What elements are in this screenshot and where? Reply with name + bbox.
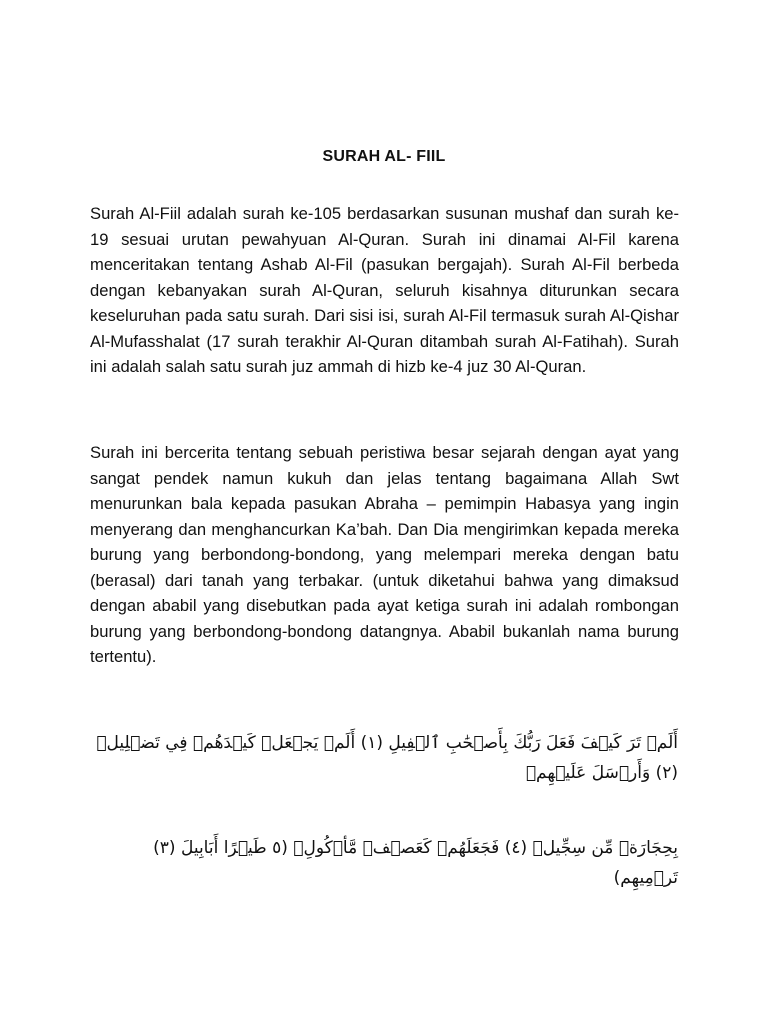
arabic-verses-line-1: أَلَمۡ تَرَ كَيۡفَ فَعَلَ رَبُّكَ بِأَصۡحَٰبِ ٱلۡفِيلِ (١) أَلَمۡ يَجۡعَلۡ كَيۡدَهُمۡ فِي تَضۡلِيلٖ (٢) وَأَرۡسَلَ عَلَيۡهِمۡ <box>96 733 678 783</box>
paragraph-story: Surah ini bercerita tentang sebuah peristiwa besar sejarah dengan ayat yang sangat pendek namun kukuh dan jelas tentang bagaimana Allah Swt menurunkan bala kepada pasukan Abraha – pemimpin Habasya yang ingin menyerang dan menghancurkan Ka’bah. Dan Dia mengirimkan kepada mereka burung yang berbondong-bondong, yang melempari mereka dengan batu (berasal) dari tanah yang terbakar. (untuk diketahui bahwa yang dimaksud dengan ababil yang disebutkan pada ayat ketiga surah ini adalah rombongan burung yang berbondong-bondong datangnya. Ababil bukanlah nama burung tertentu). <box>90 443 679 666</box>
document-title: SURAH AL- FIIL <box>322 148 446 165</box>
arabic-verses-line-2: بِحِجَارَةٖ مِّن سِجِّيلٖ (٤) فَجَعَلَهُمۡ كَعَصۡفٖ مَّأۡكُولِۢ (٥ طَيۡرًا أَبَابِيلَ (٣) تَرۡمِيهِم) <box>153 838 678 888</box>
paragraph-intro: Surah Al-Fiil adalah surah ke-105 berdasarkan susunan mushaf dan surah ke-19 sesuai urutan pewahyuan Al-Quran. Surah ini dinamai Al-Fil karena menceritakan tentang Ashab Al-Fil (pasukan bergajah). Surah Al-Fil berbeda dengan kebanyakan surah Al-Quran, seluruh kisahnya diturunkan secara keseluruhan pada satu surah. Dari sisi isi, surah Al-Fil termasuk surah Al-Qishar Al-Mufasshalat (17 surah terakhir Al-Quran ditambah surah Al-Fatihah). Surah ini adalah salah satu surah juz ammah di hizb ke-4 juz 30 Al-Quran. <box>90 204 679 376</box>
